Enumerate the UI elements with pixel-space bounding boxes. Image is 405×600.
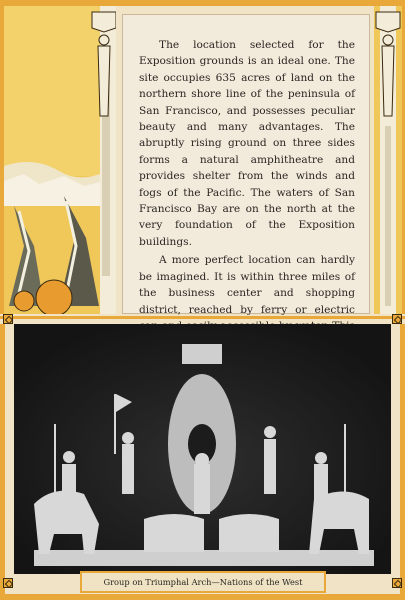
sculpture-photograph [14, 324, 391, 574]
corner-ornament-top-left [3, 314, 13, 324]
corner-ornament-bottom-left [3, 578, 13, 588]
caryatid-column-art [374, 6, 402, 314]
right-column-illustration [374, 6, 402, 314]
body-paragraph-2: A more perfect location can hardly be imagined. It is within three miles of the business center and shopping district, reached by ferry or electric [139, 254, 355, 316]
landscape-art [4, 6, 116, 314]
corner-ornament-bottom-right [392, 578, 402, 588]
corner-ornament-top-right [392, 314, 402, 324]
body-paragraph-1: The location selected for the Exposition grounds is an ideal one. The site occupies 635 acres of land on the northern shore line of the peninsula of San Francisco, and possesses peculiar beauty and many advantages. The abruptly rising ground on three sides forms a natural amphitheatre and provides shelter from the winds and fogs of the Pacific. The waters of San Francisco Bay are on the north at the very foundation of the Exposition buildings. [139, 39, 355, 248]
triumphal-arch-sculpture-image [14, 324, 391, 574]
bottom-border [0, 594, 405, 600]
left-landscape-illustration [4, 6, 116, 314]
photo-caption: Group on Triumphal Arch—Nations of the West [80, 571, 326, 593]
body-text-box [122, 14, 370, 314]
